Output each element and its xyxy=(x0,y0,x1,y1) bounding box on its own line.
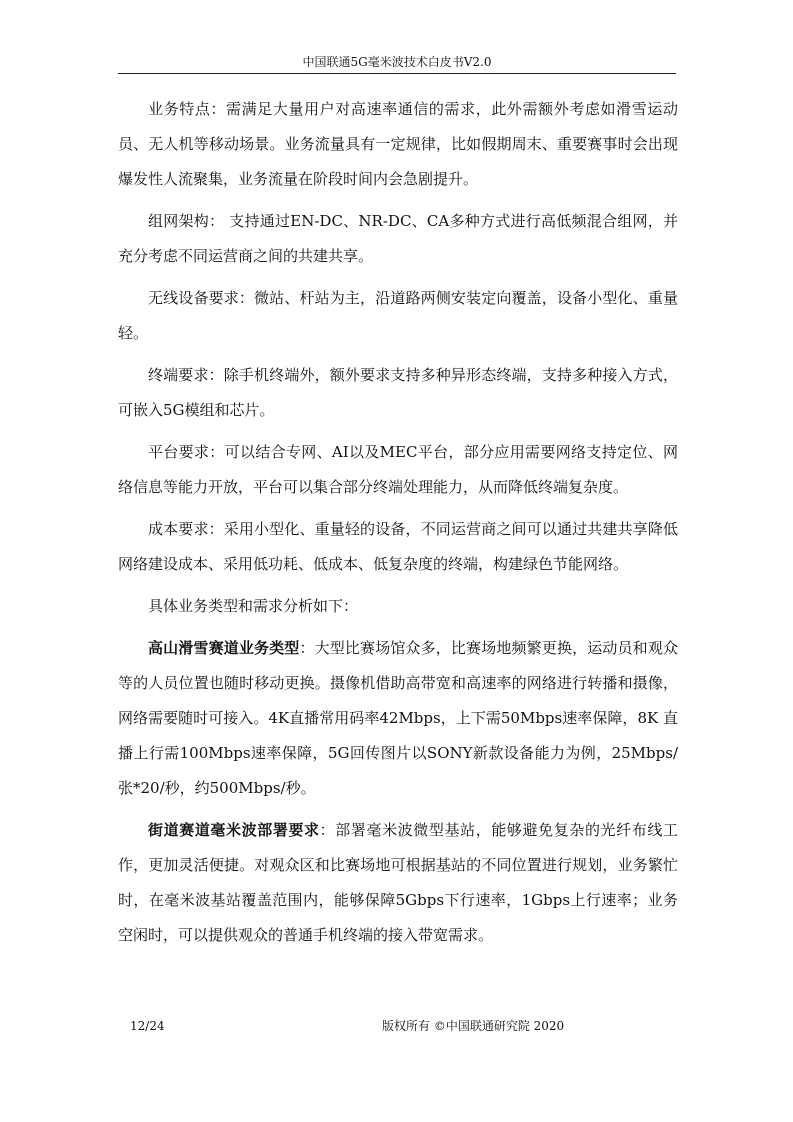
paragraph-text: 除手机终端外，额外要求支持多种异形态终端，支持多种接入方式，可嵌入5G模组和芯片。 xyxy=(118,366,678,419)
paragraph-lead: 成本要求： xyxy=(148,520,224,538)
paragraph-street-track-mmwave xyxy=(118,813,678,953)
paragraph-text: 部署毫米波微型基站，能够避免复杂的光纤布线工作，更加灵活便捷。对观众区和比赛场地可根据基站的不同位置进行规划，业务繁忙时，在毫米波基站覆盖范围内，能够保障5Gbps下行速率，1Gbps上行速率；业务空闲时，可以提供观众的普通手机终端的接入带宽需求。 xyxy=(118,821,678,944)
paragraph-wireless-equipment xyxy=(118,281,678,351)
document-body xyxy=(118,92,678,960)
paragraph-lead: 终端要求： xyxy=(148,366,224,384)
paragraph-lead-bold: 街道赛道毫米波部署要求 xyxy=(148,821,320,839)
paragraph-analysis-intro xyxy=(118,589,678,624)
paragraph-network-architecture xyxy=(118,204,678,274)
paragraph-lead-suffix: ： xyxy=(299,639,315,657)
header-rule xyxy=(118,73,676,74)
paragraph-platform-requirements xyxy=(118,435,678,505)
paragraph-terminal-requirements xyxy=(118,358,678,428)
paragraph-lead: 业务特点： xyxy=(148,100,227,118)
paragraph-text: 需满足大量用户对高速率通信的需求，此外需额外考虑如滑雪运动员、无人机等移动场景。业务流量具有一定规律，比如假期周末、重要赛事时会出现爆发性人流聚集，业务流量在阶段时间内会急剧提升。 xyxy=(118,100,678,188)
paragraph-alpine-skiing xyxy=(118,631,678,806)
paragraph-lead: 无线设备要求： xyxy=(148,289,255,307)
page-number: 12/24 xyxy=(130,1019,165,1033)
page-header: 中国联通5G毫米波技术白皮书V2.0 xyxy=(302,55,492,69)
paragraph-text: 支持通过EN-DC、NR-DC、CA多种方式进行高低频混合组网，并充分考虑不同运营商之间的共建共享。 xyxy=(118,212,678,265)
paragraph-text: 大型比赛场馆众多，比赛场地频繁更换，运动员和观众等的人员位置也随时移动更换。摄像机借助高带宽和高速率的网络进行转播和摄像，网络需要随时可接入。4K直播常用码率42Mbps，上下需50Mbps速率保障，8K 直播上行需100Mbps速率保障，5G回传图片以SONY新款设备能力为例，25Mbps/张*20/秒，约500Mbps/秒。 xyxy=(118,639,678,797)
paragraph-lead: 平台要求： xyxy=(148,443,225,461)
paragraph-cost-requirements xyxy=(118,512,678,582)
paragraph-lead-bold: 高山滑雪赛道业务类型 xyxy=(148,639,300,657)
paragraph-lead: 组网架构： xyxy=(148,212,225,230)
paragraph-text: 微站、杆站为主，沿道路两侧安装定向覆盖，设备小型化、重量轻。 xyxy=(118,289,678,342)
paragraph-text: 可以结合专网、AI以及MEC平台，部分应用需要网络支持定位、网络信息等能力开放，平台可以集合部分终端处理能力，从而降低终端复杂度。 xyxy=(118,443,678,496)
paragraph-text: 具体业务类型和需求分析如下： xyxy=(148,597,359,615)
paragraph-text: 采用小型化、重量轻的设备，不同运营商之间可以通过共建共享降低网络建设成本、采用低功耗、低成本、低复杂度的终端，构建绿色节能网络。 xyxy=(118,520,678,573)
paragraph-business-features xyxy=(118,92,678,197)
paragraph-lead-suffix: ： xyxy=(319,821,336,839)
copyright-notice: 版权所有 ©中国联通研究院 2020 xyxy=(382,1019,565,1033)
